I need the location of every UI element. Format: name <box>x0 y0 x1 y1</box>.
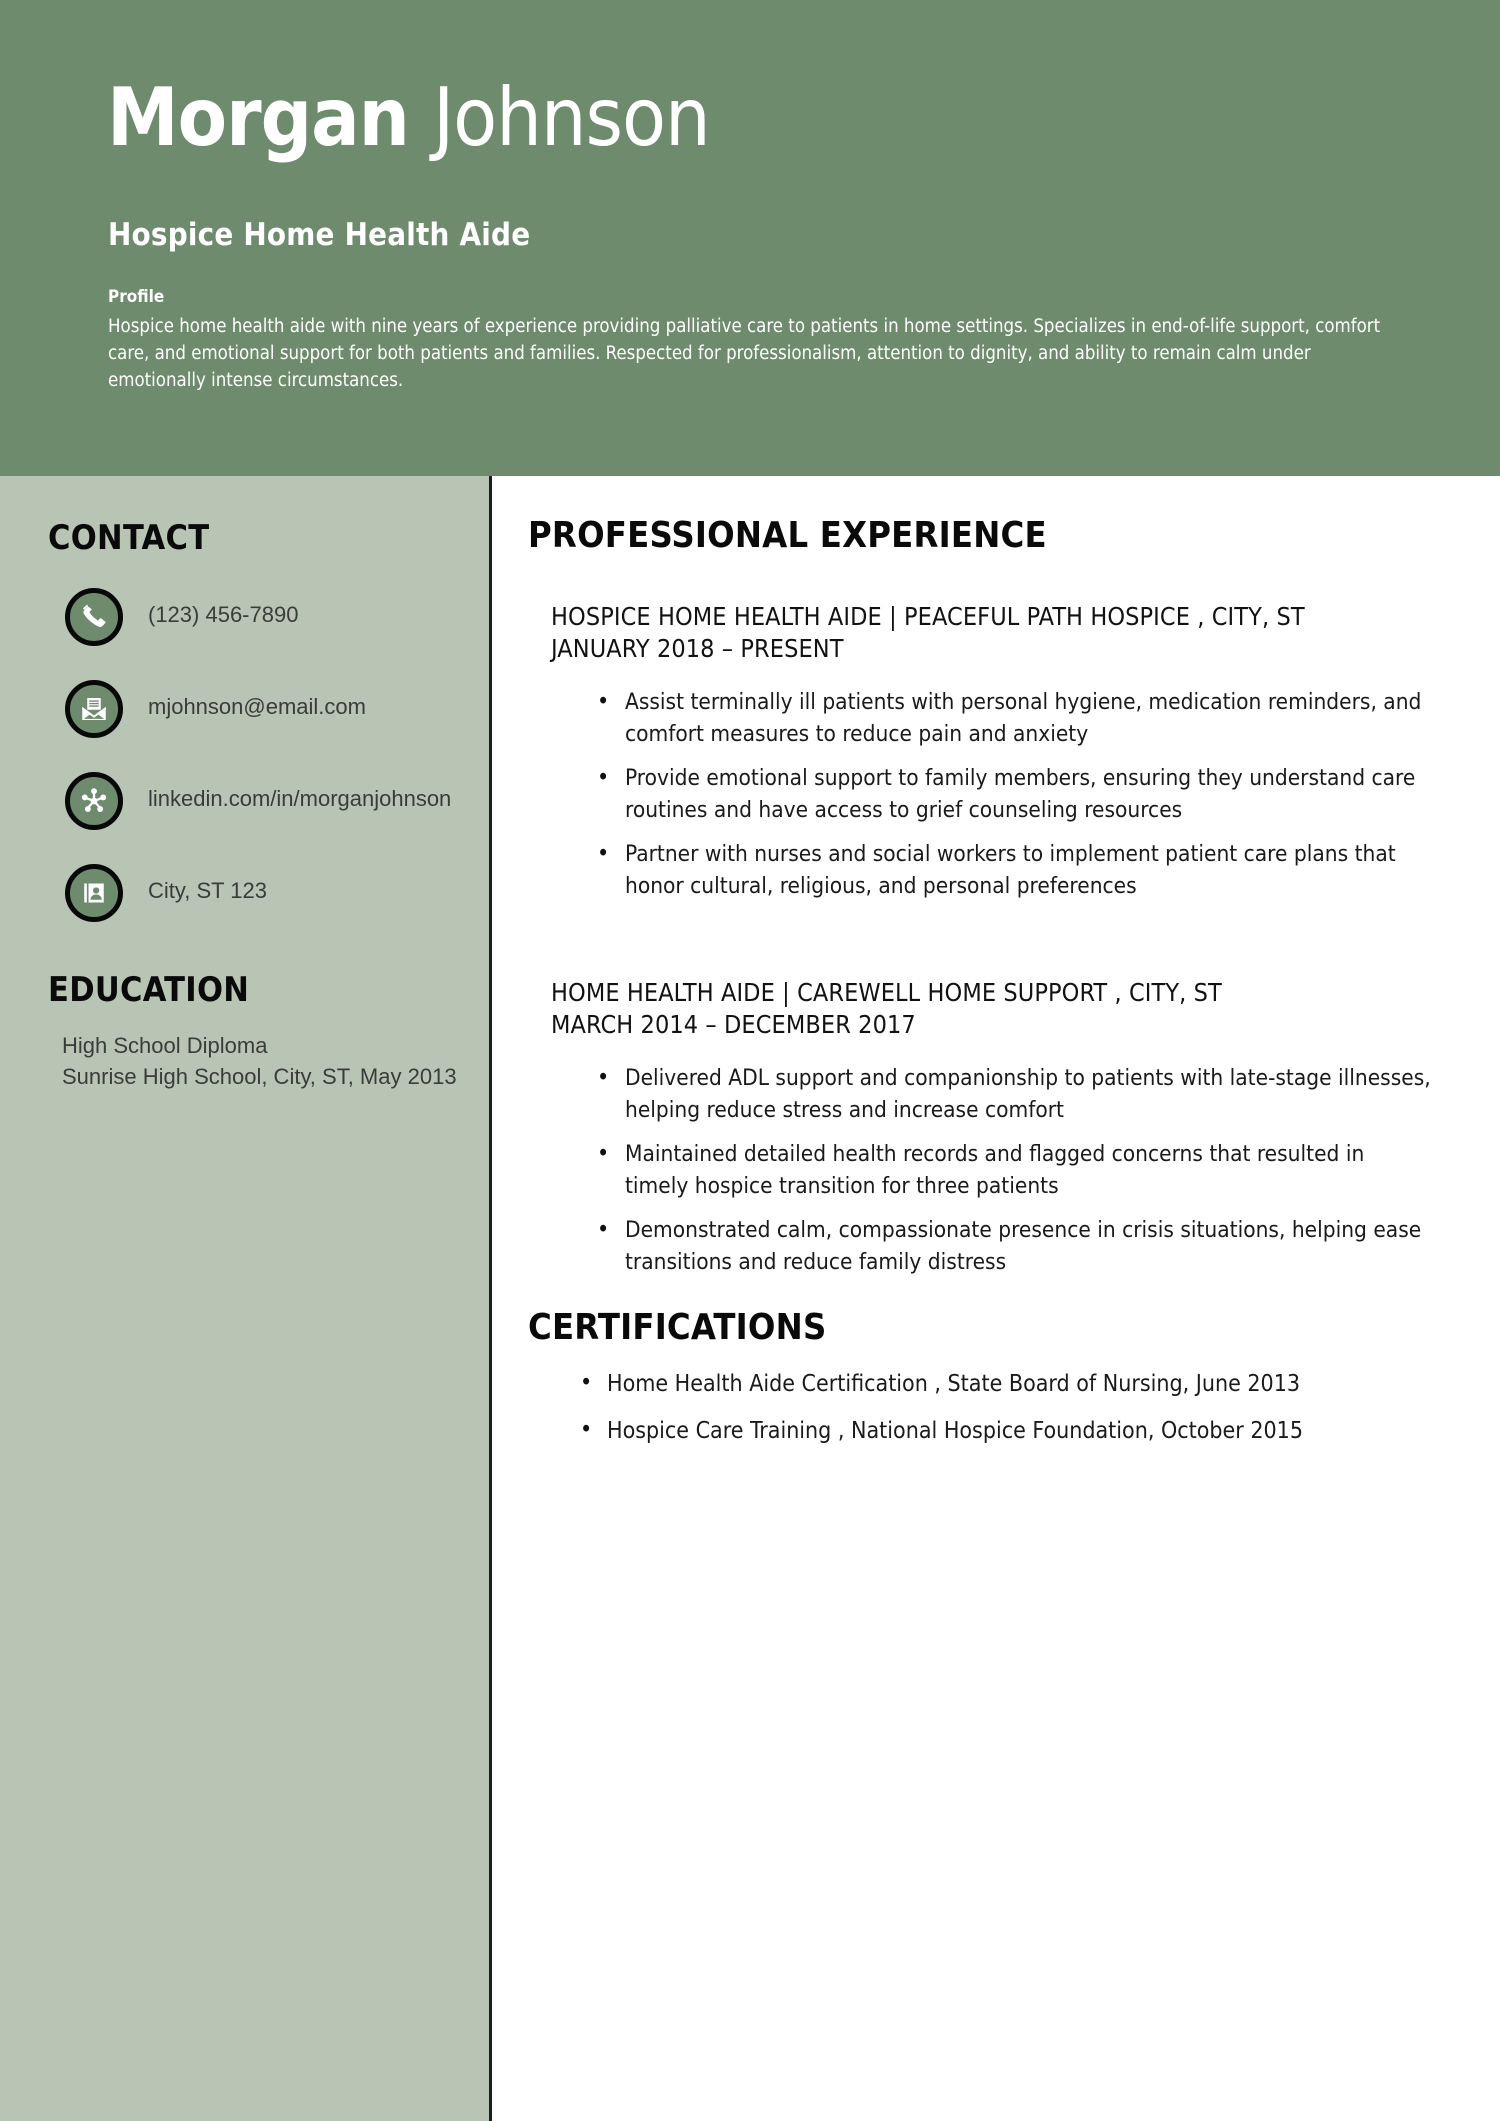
experience-section-heading: PROFESSIONAL EXPERIENCE <box>528 515 1047 556</box>
education-entry <box>62 1030 462 1092</box>
contact-item-address[interactable] <box>0 864 490 956</box>
network-icon <box>65 772 123 830</box>
job-bullet: • Demonstrated calm, compassionate presence in crisis situations, helping ease transitions and reduce family distress <box>625 1215 1431 1279</box>
resume-header-band <box>0 0 1500 476</box>
experience-entry <box>551 977 1431 1291</box>
contact-list <box>0 588 490 956</box>
job-bullet: • Assist terminally ill patients with personal hygiene, medication reminders, and comfort measures to reduce pain and anxiety <box>625 687 1431 751</box>
job-headline: HOSPICE HOME HEALTH AIDE | PEACEFUL PATH HOSPICE , CITY, ST <box>551 602 1305 631</box>
education-degree: High School Diploma <box>62 1033 268 1058</box>
candidate-first-name: Morgan <box>107 71 433 164</box>
education-school: Sunrise High School, City, ST, May 2013 <box>62 1064 457 1090</box>
address-book-icon <box>65 864 123 922</box>
contact-value-email: mjohnson@email.com <box>148 694 366 719</box>
certifications-list <box>551 1370 1500 1464</box>
job-headline: HOME HEALTH AIDE | CAREWELL HOME SUPPORT , CITY, ST <box>551 978 1222 1007</box>
candidate-last-name: Johnson <box>432 71 710 164</box>
profile-section-label: Profile <box>108 287 165 307</box>
job-bullet-list <box>551 1063 1431 1279</box>
phone-icon <box>65 588 123 646</box>
contact-item-linkedin[interactable] <box>0 772 490 864</box>
certifications-section-heading: CERTIFICATIONS <box>528 1307 827 1348</box>
contact-value-phone: (123) 456-7890 <box>148 602 299 627</box>
certification-item: • Hospice Care Training , National Hospice Foundation, October 2015 <box>607 1417 1500 1447</box>
contact-value-address: City, ST 123 <box>148 878 268 903</box>
profile-summary-text: Hospice home health aide with nine years of experience providing palliative care to patients in home settings. Specializes in end-of-life support, comfort care, and emotional support for both patients and families. Respected for professionalism, attention to dignity, and ability to remain calm under emotionally intense circumstances. <box>108 316 1381 392</box>
contact-item-phone[interactable] <box>0 588 490 680</box>
email-icon <box>65 680 123 738</box>
candidate-job-title: Hospice Home Health Aide <box>108 217 531 253</box>
experience-entry <box>551 601 1431 915</box>
contact-section-heading: CONTACT <box>48 518 210 558</box>
contact-value-linkedin: linkedin.com/in/morganjohnson <box>148 786 452 811</box>
job-bullet: • Partner with nurses and social workers to implement patient care plans that honor cultural, religious, and personal preferences <box>625 839 1431 903</box>
job-dates: MARCH 2014 – DECEMBER 2017 <box>551 1010 916 1039</box>
education-section-heading: EDUCATION <box>48 970 250 1010</box>
contact-item-email[interactable] <box>0 680 490 772</box>
job-dates: JANUARY 2018 – PRESENT <box>551 634 844 663</box>
job-bullet: • Delivered ADL support and companionship to patients with late-stage illnesses, helping reduce stress and increase comfort <box>625 1063 1431 1127</box>
job-bullet: • Provide emotional support to family members, ensuring they understand care routines and have access to grief counseling resources <box>625 763 1431 827</box>
job-bullet: • Maintained detailed health records and flagged concerns that resulted in timely hospice transition for three patients <box>625 1139 1431 1203</box>
candidate-name <box>107 71 710 164</box>
certification-item: • Home Health Aide Certification , State Board of Nursing, June 2013 <box>607 1370 1500 1400</box>
job-bullet-list <box>551 687 1431 903</box>
